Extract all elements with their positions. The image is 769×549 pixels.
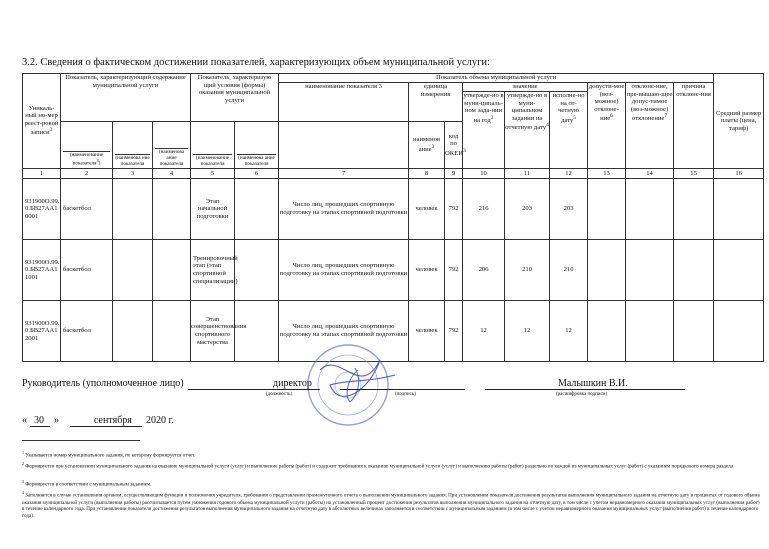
header-approved-date: утвержде-но в муни-ципальном задании на отчетную дату$^4$ <box>505 92 550 169</box>
header-allowed-deviation: допусти-мое (воз-можное) отклоне-ние$^6$ <box>588 83 626 169</box>
position-line <box>270 389 320 390</box>
col-number: 13 <box>588 169 626 179</box>
registry-number: 931900О.99.0.БВ27АА10001 <box>23 179 61 240</box>
empty-cell <box>113 179 153 240</box>
indicator-name: Число лиц, прошедших спортивную подготовку на этапах спортивной подготовки <box>279 301 409 362</box>
okei-code: 792 <box>445 240 463 301</box>
empty-cell <box>588 179 626 240</box>
header-value: значение <box>463 83 588 92</box>
empty-cell <box>714 301 764 362</box>
col-number: 12 <box>550 169 588 179</box>
registry-number: 931900О.99.0.БВ27АА12001 <box>23 301 61 362</box>
subheader-name-1: (наименование показателя$^3$) <box>61 122 113 169</box>
empty-cell <box>674 179 714 240</box>
footnote-4: $^4$ Заполняется в случае установления органом, осуществляющим функции и полномочия учредителя, требования о представлении промежуточного отчета о выполнении муниципального задания. При установлении показателя достижения результатов выполнения муниципального задания на отчетную дату в процентах от годового объема оказания муниципальной услуги (выполнения работы) рассчитывается путем умножения годового объема муниципальной услуги (работы) на установленный процент достижения результатов выполнения муниципального задания на отчетную дату, в том числе с учетом неравномерного оказания муниципальных услуг (выполнения работ) в течение календарного года. При установлении показателя достижения результатов выполнения муниципального задания на отчетную дату в абсолютных величинах заполняется в соответствии с муниципальным заданием (в том числе с учетом неравномерного оказания муниципальных услуг (выполнения работ) в течение календарного года). <box>22 490 760 520</box>
empty-cell <box>674 240 714 301</box>
header-okei-code: код по ОКЕИ$^3$ <box>445 122 463 169</box>
empty-cell <box>153 179 191 240</box>
footnote-separator <box>22 440 140 441</box>
unit-name: человек <box>409 179 445 240</box>
col-number: 4 <box>153 169 191 179</box>
subheader-name-5: (наименование показателя <box>191 122 235 169</box>
date-year: 2020 г. <box>146 415 174 426</box>
head-label: Руководитель (уполномоченное лицо) <box>22 378 184 389</box>
date-quote-open: « <box>22 415 27 426</box>
header-content-indicator: Показатель, характеризующий содержание муниципальной услуги <box>61 74 191 122</box>
header-condition-indicator: Показатель, характеризую щий условия (формы) оказания муниципальной услуги <box>191 74 279 122</box>
empty-cell <box>153 301 191 362</box>
blank-line <box>188 389 273 390</box>
header-volume-indicator: Показатель объема муниципальной услуги <box>279 74 714 83</box>
caption-position: (должность) <box>266 392 293 397</box>
column-numbers-row <box>23 169 764 179</box>
empty-cell <box>588 240 626 301</box>
table-row <box>23 179 764 240</box>
training-stage: Этап совершенствования спортивного мастерства <box>191 301 235 362</box>
footnote-3: $^3$ Формируется в соответствии с муниципальным заданием. <box>22 479 152 488</box>
col-number: 6 <box>235 169 279 179</box>
col-number: 15 <box>674 169 714 179</box>
training-stage: Этап начальной подготовки <box>191 179 235 240</box>
empty-cell <box>113 301 153 362</box>
caption-signature: (подпись) <box>395 392 416 397</box>
header-indicator-name: наименование показателя 3 <box>279 83 409 122</box>
col-number: 1 <box>23 169 61 179</box>
empty-cell <box>626 240 674 301</box>
col-number: 11 <box>505 169 550 179</box>
approved-date: 203 <box>505 179 550 240</box>
empty-cell <box>674 301 714 362</box>
unit-name: человек <box>409 240 445 301</box>
empty-cell <box>113 240 153 301</box>
header-unit-name: наименов ание$^3$ <box>409 122 445 169</box>
header-average-fee: Средний размер платы (цена, тариф) <box>714 74 764 169</box>
header-approved-year: утвержде-но в муни-ципаль-ном зада-нии на год$^3$ <box>463 92 505 169</box>
subheader-indicator-blank <box>279 122 409 169</box>
approved-date: 12 <box>505 301 550 362</box>
empty-cell <box>626 301 674 362</box>
header-exceeding-deviation: отклоне-ние, пре-вышаю-щее допус-тимое (воз-можное) отклонение$^7$ <box>626 83 674 169</box>
empty-cell <box>153 240 191 301</box>
volume-indicators-table <box>22 73 764 362</box>
empty-cell <box>235 301 279 362</box>
signatory-name: Малышкин В.И. <box>558 378 628 389</box>
day-line <box>30 426 50 427</box>
position-value: директор <box>273 378 312 389</box>
empty-cell <box>235 240 279 301</box>
col-number: 3 <box>113 169 153 179</box>
official-stamp <box>300 340 400 430</box>
indicator-name: Число лиц, прошедших спортивную подготовку на этапах спортивной подготовки <box>279 179 409 240</box>
col-number: 14 <box>626 169 674 179</box>
empty-cell <box>588 301 626 362</box>
empty-cell <box>714 179 764 240</box>
date-day: 30 <box>34 415 44 426</box>
actual-value: 210 <box>550 240 588 301</box>
approved-year: 206 <box>463 240 505 301</box>
header-actual: исполне-но на от-четную дату$^5$ <box>550 92 588 169</box>
footnote-1: $^1$ Указывается номер муниципального задания, по которому формируется отчет. <box>22 450 196 459</box>
table-row <box>23 240 764 301</box>
date-quote-close: » <box>54 415 59 426</box>
name-line <box>485 389 685 390</box>
date-month: сентября <box>94 415 132 426</box>
section-title: 3.2. Сведения о фактическом достижении показателей, характеризующих объем муниципальной услуги: <box>22 57 490 68</box>
subheader-name-6: (наименова ание показателя <box>235 122 279 169</box>
col-number: 16 <box>714 169 764 179</box>
header-unit: единица измерения <box>409 83 463 122</box>
okei-code: 792 <box>445 301 463 362</box>
sport-name: баскетбол <box>61 179 113 240</box>
col-number: 10 <box>463 169 505 179</box>
empty-cell <box>235 179 279 240</box>
subheader-name-2: (наименова ние показателя <box>113 122 153 169</box>
approved-year: 12 <box>463 301 505 362</box>
okei-code: 792 <box>445 179 463 240</box>
registry-number: 931900О.99.0.БВ27АА11001 <box>23 240 61 301</box>
col-number: 8 <box>409 169 445 179</box>
training-stage: Тренировочный этап (этап спортивной специализации) <box>191 240 235 301</box>
actual-value: 203 <box>550 179 588 240</box>
subheader-name-3: (наименова ание показателя <box>153 122 191 169</box>
caption-name: (расшифровка подписи) <box>556 392 608 397</box>
approved-date: 210 <box>505 240 550 301</box>
unit-name: человек <box>409 301 445 362</box>
col-number: 9 <box>445 169 463 179</box>
month-line <box>70 426 142 427</box>
actual-value: 12 <box>550 301 588 362</box>
header-deviation-reason: причина отклоне-ния <box>674 83 714 169</box>
empty-cell <box>626 179 674 240</box>
sport-name: баскетбол <box>61 301 113 362</box>
col-number: 7 <box>279 169 409 179</box>
approved-year: 216 <box>463 179 505 240</box>
footnote-2: $^2$ Формируется при установлении муниципального задания на оказание муниципальной услуги (услуг) и выполнение работы (работ) и содержит требования к оказанию муниципальной услуги (услуг) и выполнению работы (работ) раздельно по каждой из муниципальных услуг (работ) с указанием порядкового номера раздела. <box>22 461 735 470</box>
col-number: 5 <box>191 169 235 179</box>
signature-line <box>340 389 465 390</box>
sport-name: баскетбол <box>61 240 113 301</box>
header-registry-number: Уникаль-ный но-мер реест-ровой записи$^3$ <box>23 74 61 169</box>
empty-cell <box>714 240 764 301</box>
col-number: 2 <box>61 169 113 179</box>
indicator-name: Число лиц, прошедших спортивную подготовку на этапах спортивной подготовки <box>279 240 409 301</box>
